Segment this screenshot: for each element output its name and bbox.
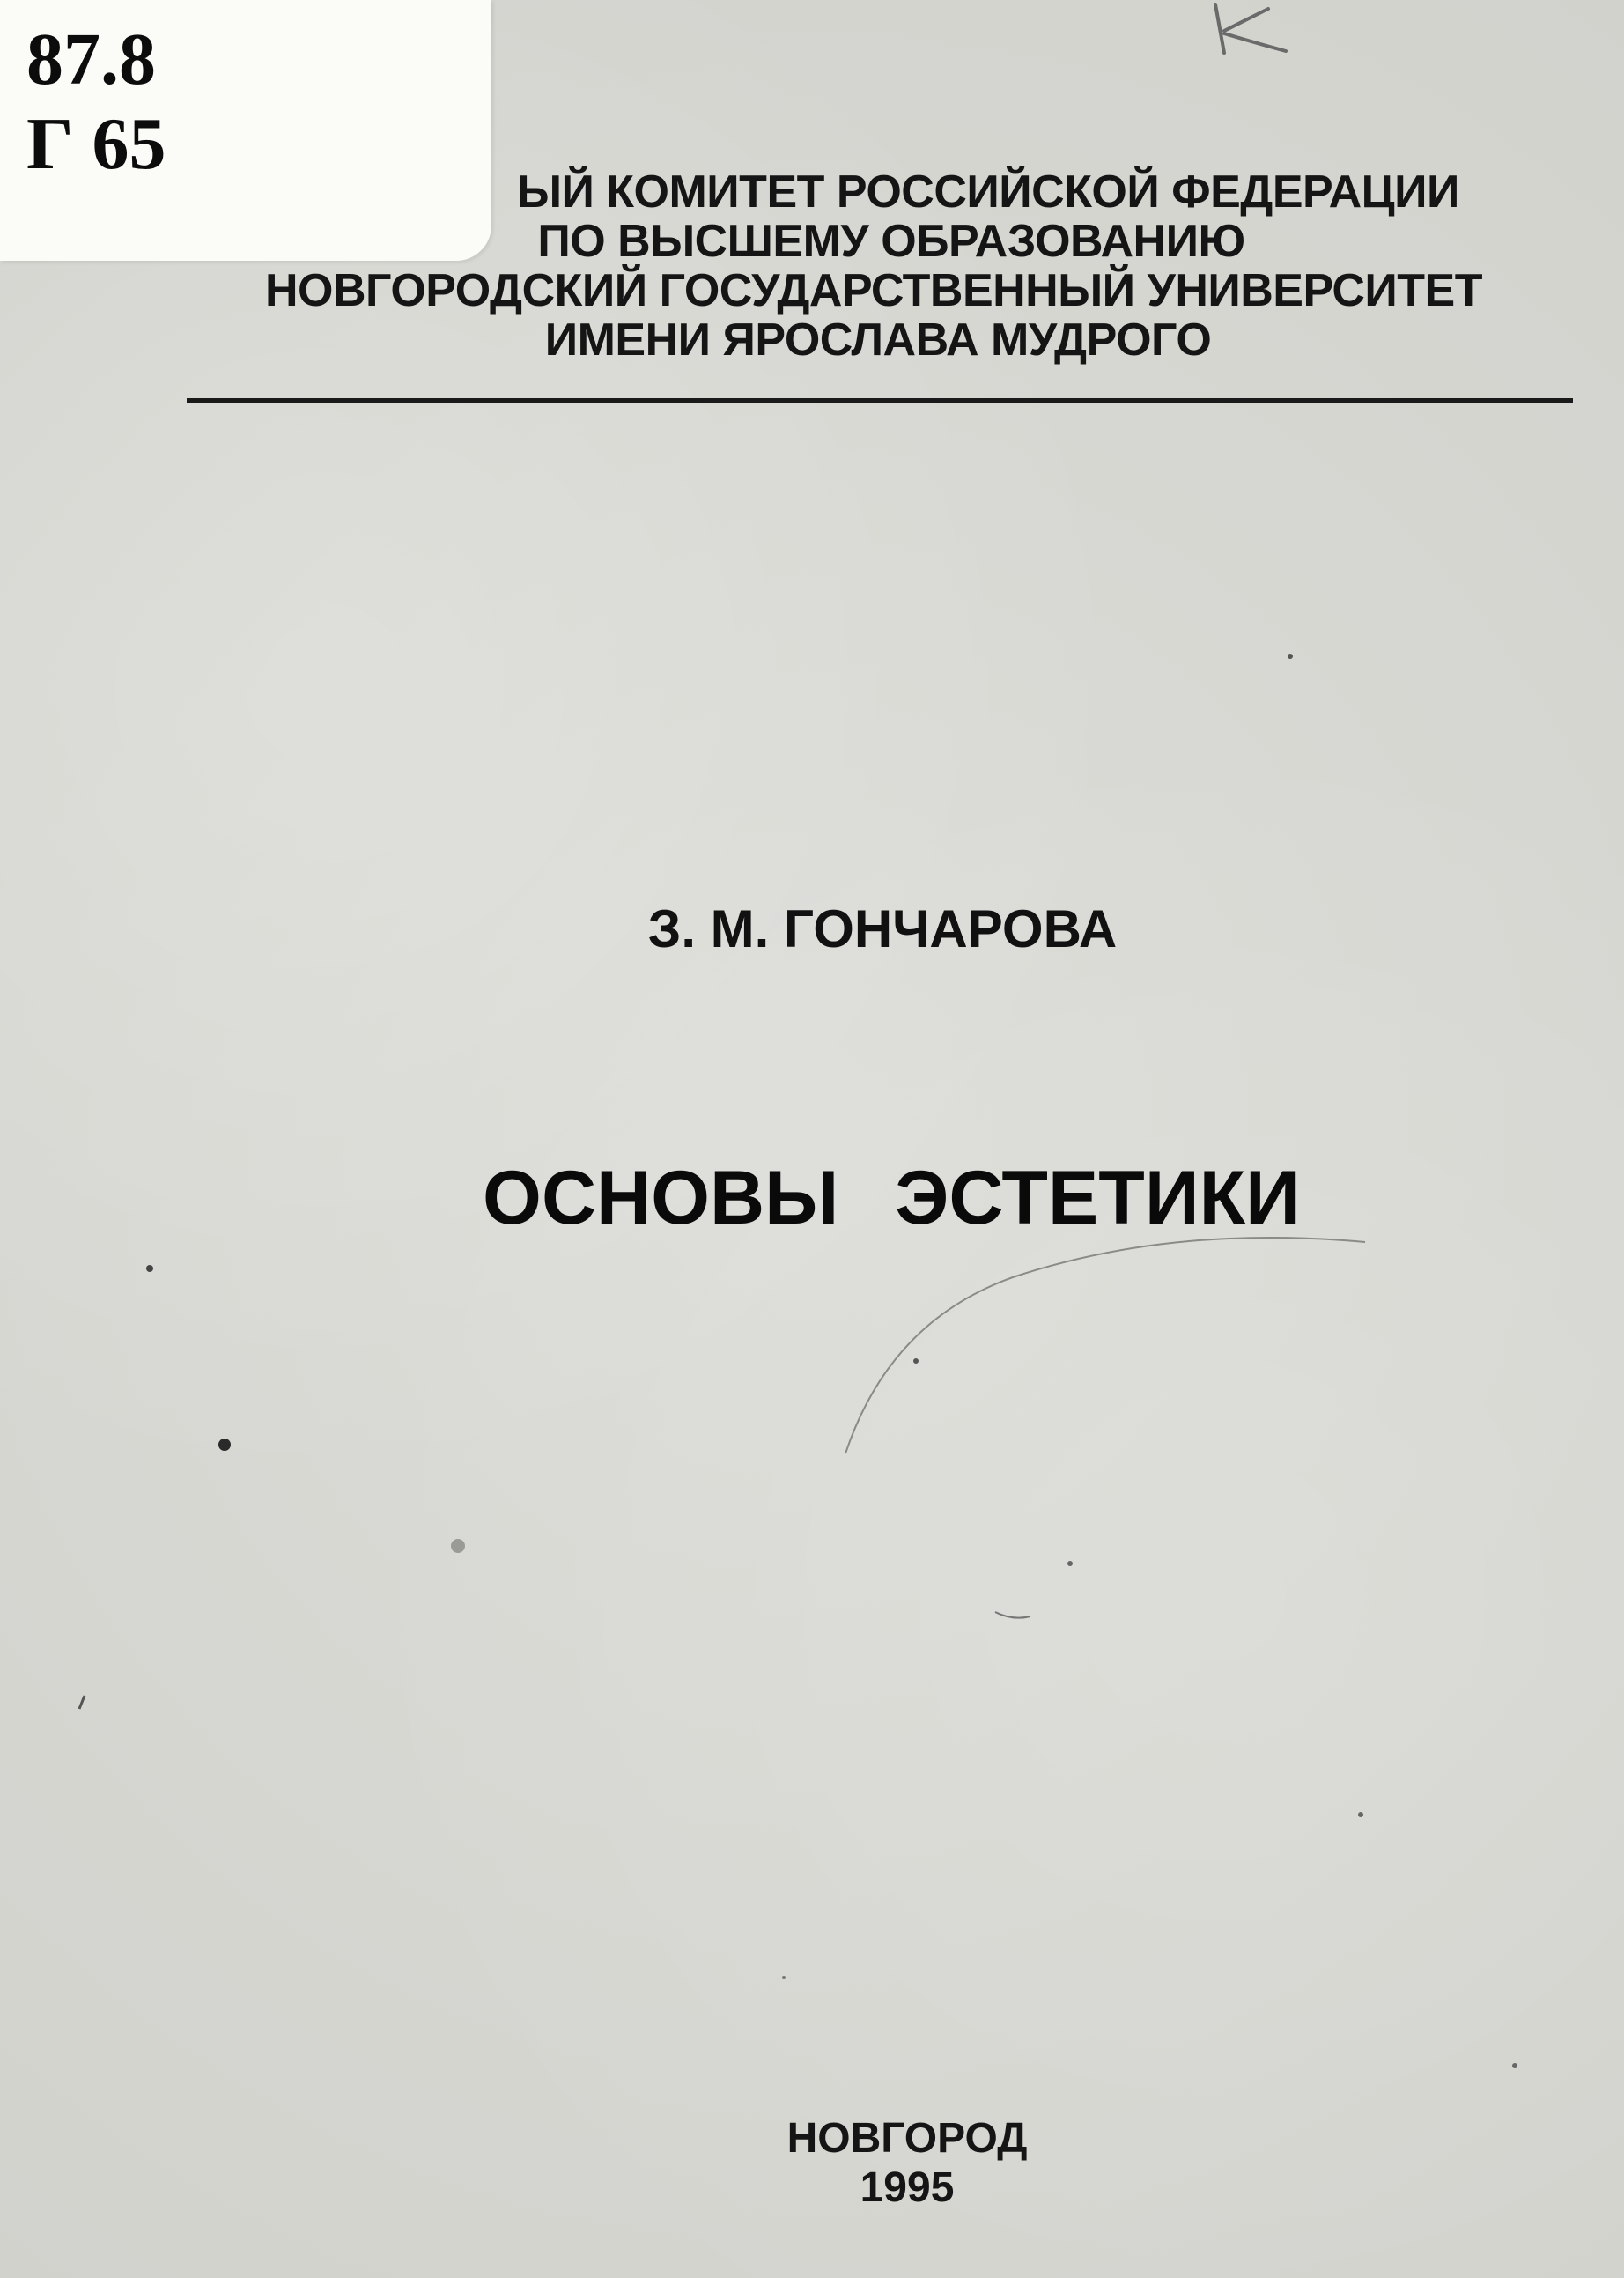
pencil-mark [1198, 0, 1303, 70]
imprint [0, 2114, 1624, 2213]
book-title-text: ОСНОВЫ ЭСТЕТИКИ [483, 1156, 1300, 1240]
book-title [0, 1154, 1624, 1242]
imprint-year: 1995 [860, 2164, 955, 2211]
header-divider [187, 398, 1573, 403]
header-line-university-name: ИМЕНИ ЯРОСЛАВА МУДРОГО [544, 314, 1212, 366]
imprint-city: НОВГОРОД [786, 2115, 1028, 2162]
author-name [0, 899, 1624, 960]
library-class-code: 87.8 [26, 18, 156, 100]
header-line-education: ПО ВЫСШЕМУ ОБРАЗОВАНИЮ [537, 216, 1245, 267]
library-author-code: Г 65 [26, 103, 166, 185]
header-line-committee: ЫЙ КОМИТЕТ РОССИЙСКОЙ ФЕДЕРАЦИИ [517, 166, 1459, 218]
institution-header [0, 167, 1624, 365]
scratch-mark [837, 1216, 1383, 1462]
header-line-university: НОВГОРОДСКИЙ ГОСУДАРСТВЕННЫЙ УНИВЕРСИТЕТ [264, 265, 1483, 316]
author-name-text: З. М. ГОНЧАРОВА [647, 899, 1118, 958]
